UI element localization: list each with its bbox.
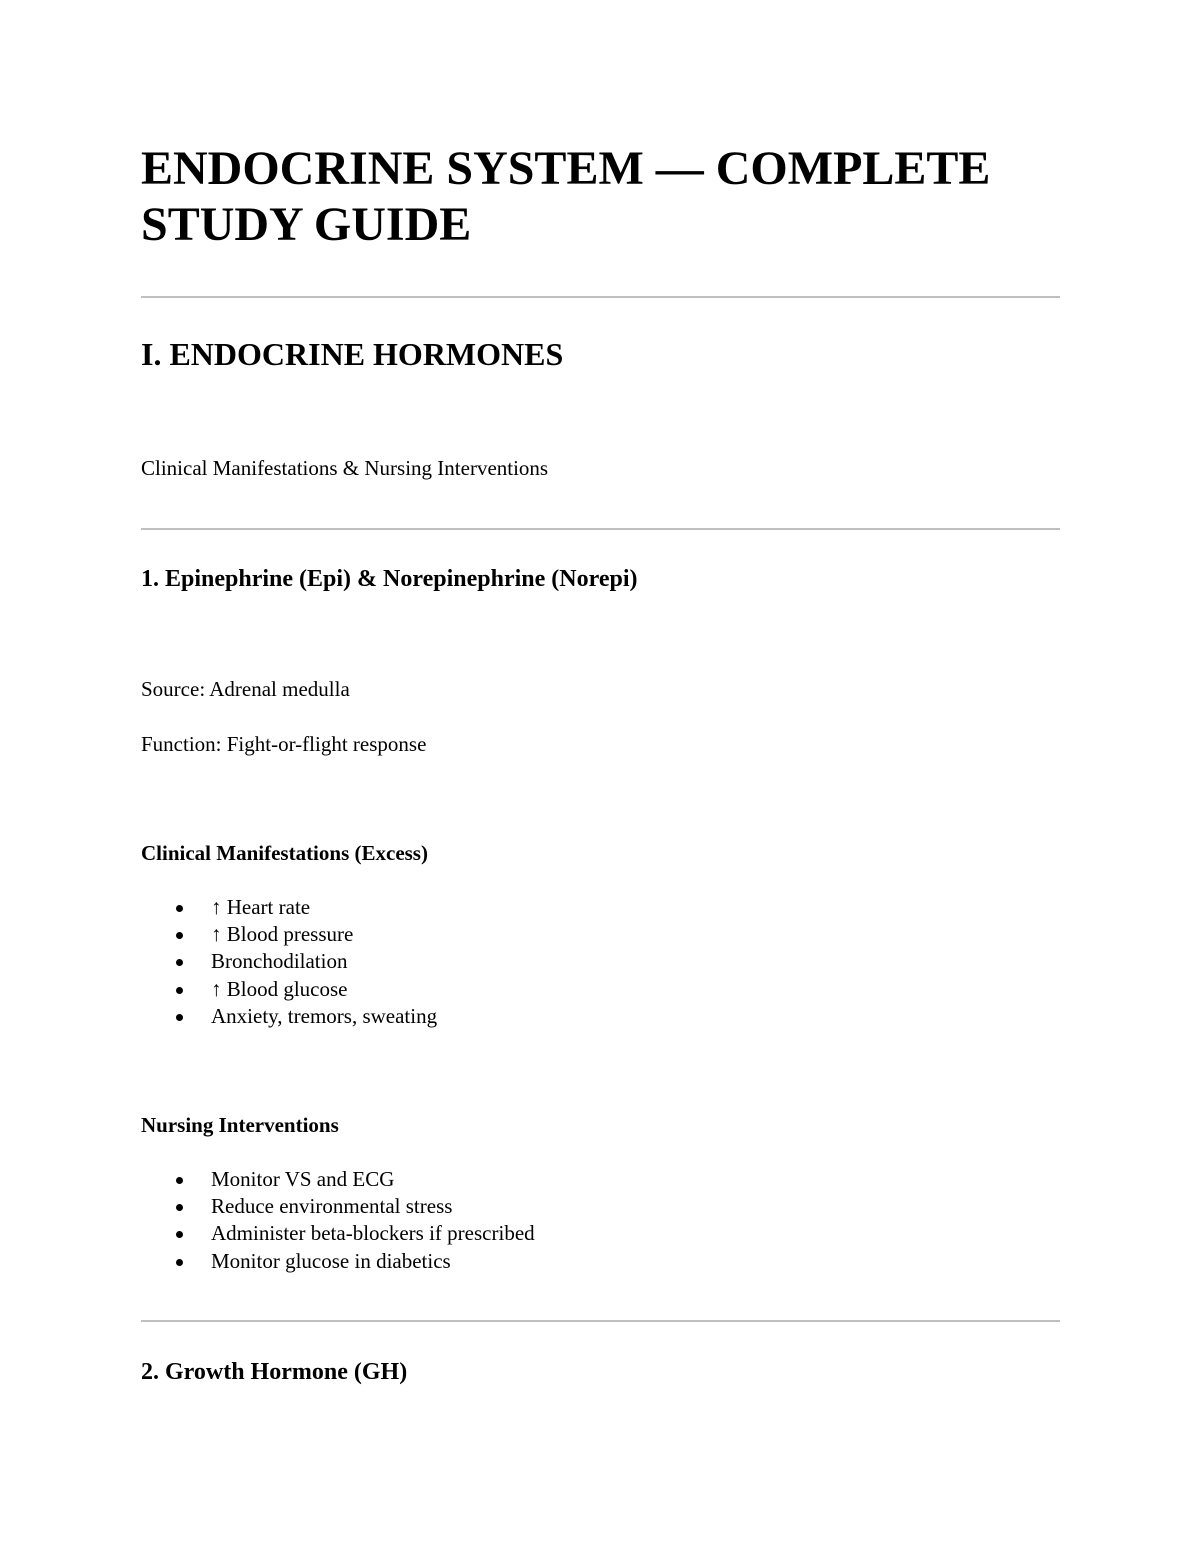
divider: [141, 1320, 1060, 1322]
hormone-heading-epinephrine: 1. Epinephrine (Epi) & Norepinephrine (Norepi): [141, 566, 638, 592]
manifestations-heading: Clinical Manifestations (Excess): [141, 841, 428, 865]
list-item-text: ↑ Blood glucose: [211, 976, 348, 1001]
list-item-text: Monitor glucose in diabetics: [211, 1248, 451, 1273]
list-item: [141, 1220, 535, 1247]
hormone-heading-growth-hormone: 2. Growth Hormone (GH): [141, 1359, 408, 1385]
list-item: [141, 976, 437, 1003]
list-item: [141, 1166, 535, 1193]
bullet-icon: [176, 987, 183, 994]
bullet-icon: [176, 932, 183, 939]
bullet-icon: [176, 1231, 183, 1238]
bullet-icon: [176, 905, 183, 912]
hormone-source: Source: Adrenal medulla: [141, 677, 350, 701]
list-item-text: Reduce environmental stress: [211, 1194, 453, 1219]
list-item-text: Administer beta-blockers if prescribed: [211, 1221, 535, 1246]
bullet-icon: [176, 1259, 183, 1266]
list-item: [141, 948, 437, 975]
list-item-text: ↑ Blood pressure: [211, 922, 354, 947]
bullet-icon: [176, 1014, 183, 1021]
interventions-list: [141, 1166, 535, 1275]
bullet-icon: [176, 959, 183, 966]
bullet-icon: [176, 1204, 183, 1211]
divider: [141, 528, 1060, 530]
list-item: [141, 1193, 535, 1220]
interventions-heading: Nursing Interventions: [141, 1113, 339, 1137]
list-item: [141, 921, 437, 948]
hormone-function: Function: Fight-or-flight response: [141, 732, 427, 756]
list-item-text: ↑ Heart rate: [211, 895, 311, 919]
list-item: [141, 1003, 437, 1030]
bullet-icon: [176, 1177, 183, 1184]
manifestations-list: [141, 894, 437, 1030]
list-item-text: Bronchodilation: [211, 949, 348, 974]
document-title: [141, 141, 990, 253]
list-item: [141, 1248, 535, 1275]
list-item-text: Anxiety, tremors, sweating: [211, 1003, 438, 1028]
document-title-line-2: STUDY GUIDE: [141, 198, 472, 251]
list-item: [141, 894, 437, 921]
divider: [141, 296, 1060, 298]
list-item-text: Monitor VS and ECG: [211, 1167, 395, 1191]
section-heading: I. ENDOCRINE HORMONES: [141, 336, 564, 372]
document-title-line-1: ENDOCRINE SYSTEM — COMPLETE: [141, 142, 991, 195]
section-subtitle: Clinical Manifestations & Nursing Interventions: [141, 456, 549, 480]
